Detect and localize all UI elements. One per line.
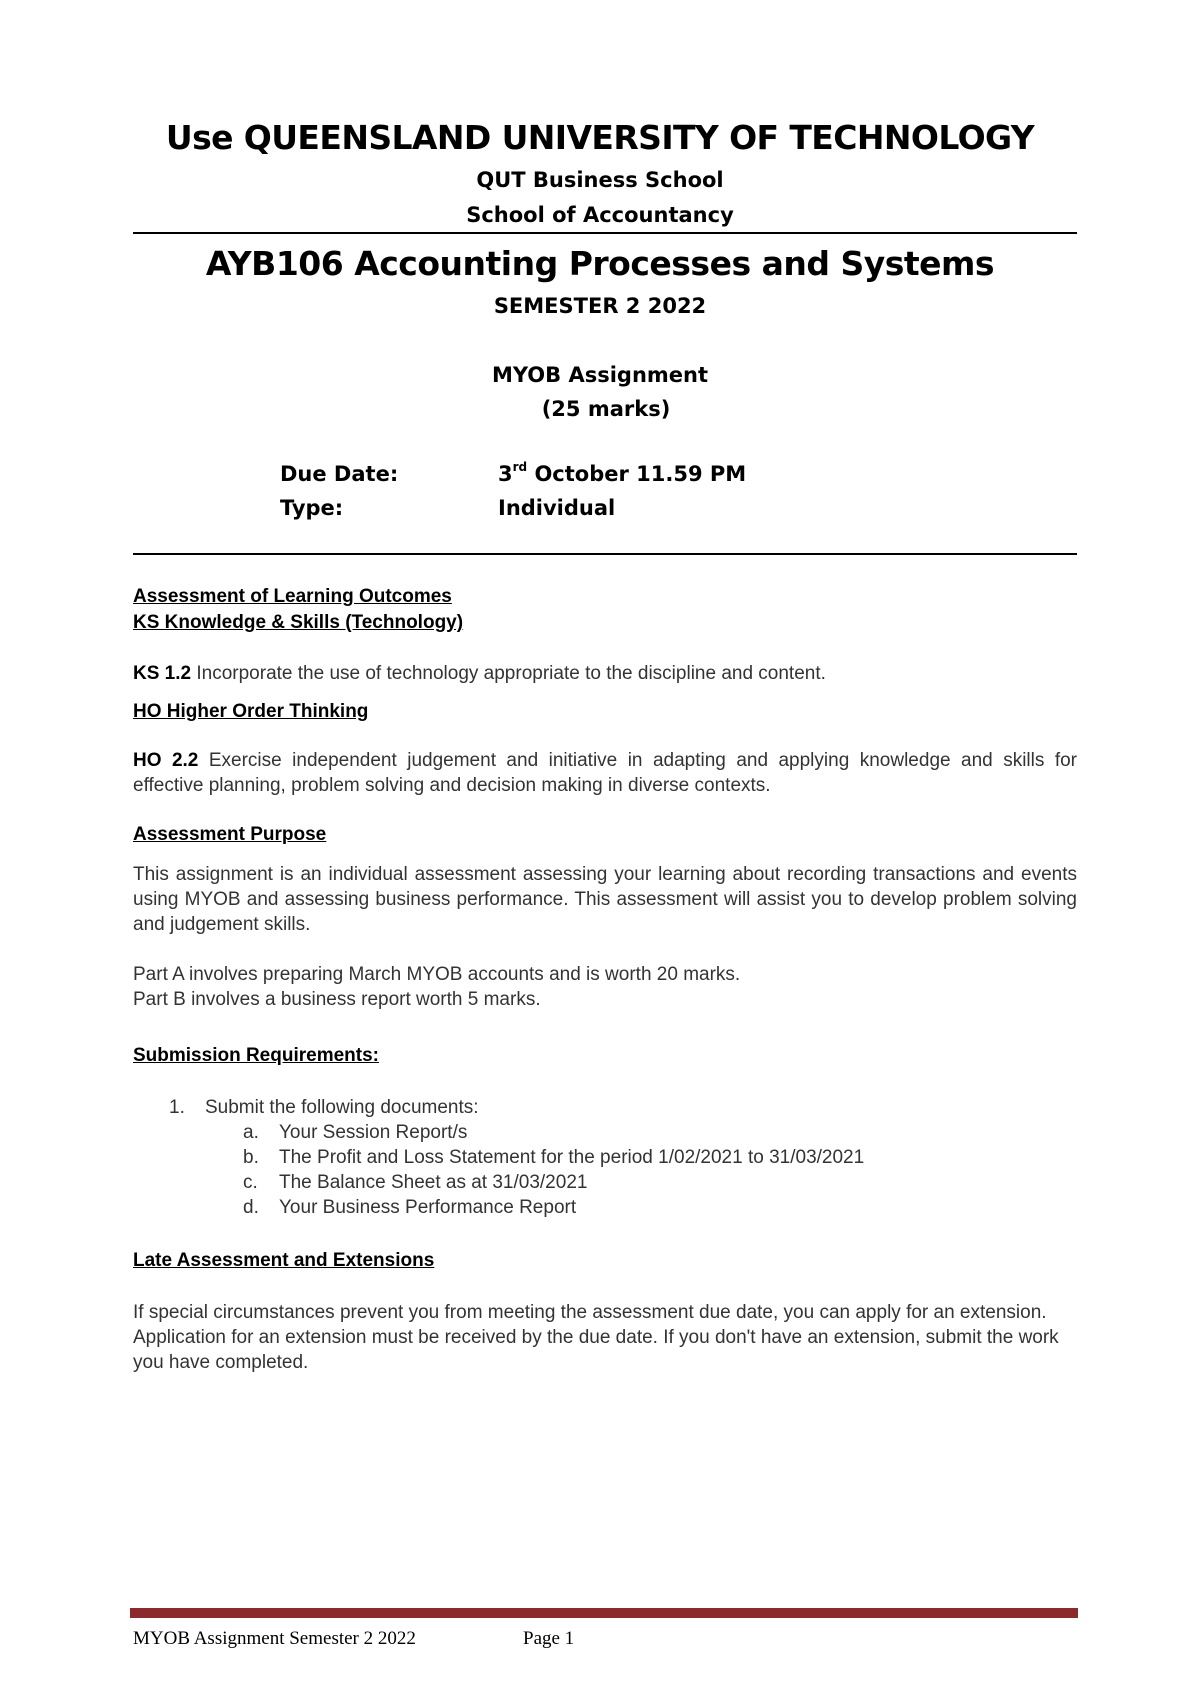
due-date-day: 3 bbox=[498, 462, 513, 486]
list-item-text: The Balance Sheet as at 31/03/2021 bbox=[279, 1172, 588, 1193]
list-number: 1. bbox=[169, 1097, 185, 1118]
purpose-heading: Assessment Purpose bbox=[133, 824, 327, 845]
late-paragraph: If special circumstances prevent you from meeting the assessment due date, you can apply for an extension. Application for an extension must be received by the due date. If you don't have an extension, submit the work you have completed. bbox=[133, 1302, 1059, 1373]
ho-text: Exercise independent judgement and initiative in adapting and applying knowledge and skills for effective planning, problem solving and decision making in diverse contexts. bbox=[133, 750, 1078, 796]
part-a-text: Part A involves preparing March MYOB accounts and is worth 20 marks. bbox=[133, 964, 741, 985]
submission-heading: Submission Requirements: bbox=[133, 1045, 379, 1066]
page-number: Page 1 bbox=[523, 1628, 575, 1649]
list-letter: b. bbox=[243, 1147, 259, 1168]
ks-heading: KS Knowledge & Skills (Technology) bbox=[133, 612, 464, 633]
due-date-row bbox=[280, 462, 746, 486]
ks-text: Incorporate the use of technology appropriate to the discipline and content. bbox=[191, 663, 826, 684]
list-item-text: Your Business Performance Report bbox=[279, 1197, 577, 1218]
list-letter: a. bbox=[243, 1122, 259, 1143]
university-title: Use QUEENSLAND UNIVERSITY OF TECHNOLOGY bbox=[165, 118, 1035, 157]
learning-outcomes-heading: Assessment of Learning Outcomes bbox=[133, 586, 452, 607]
ho-heading: HO Higher Order Thinking bbox=[133, 701, 369, 722]
business-school-name: QUT Business School bbox=[476, 168, 724, 192]
assignment-title: MYOB Assignment bbox=[491, 363, 709, 387]
footer-title: MYOB Assignment Semester 2 2022 bbox=[133, 1628, 416, 1649]
school-name: School of Accountancy bbox=[466, 203, 734, 227]
list-item-text: Your Session Report/s bbox=[279, 1122, 468, 1143]
due-date-suffix: rd bbox=[512, 460, 528, 474]
late-heading: Late Assessment and Extensions bbox=[133, 1250, 435, 1271]
list-item-text: The Profit and Loss Statement for the period 1/02/2021 to 31/03/2021 bbox=[279, 1147, 865, 1168]
list-letter: d. bbox=[243, 1197, 259, 1218]
section-divider bbox=[133, 553, 1077, 555]
assignment-marks: (25 marks) bbox=[541, 397, 671, 421]
footer-bar bbox=[130, 1608, 1078, 1618]
course-title: AYB106 Accounting Processes and Systems bbox=[205, 244, 995, 283]
ks-outcome bbox=[133, 661, 1077, 686]
purpose-paragraph: This assignment is an individual assessment assessing your learning about recording transactions and events using MYOB and assessing business performance. This assessment will assist you to develop problem solving and judgement skills. bbox=[133, 864, 1077, 935]
due-date-label: Due Date: bbox=[280, 462, 399, 486]
part-b-text: Part B involves a business report worth 5 marks. bbox=[133, 989, 541, 1010]
ks-code: KS 1.2 bbox=[133, 663, 192, 684]
due-date-value: October 11.59 PM bbox=[527, 462, 747, 486]
ho-outcome bbox=[133, 748, 1077, 798]
list-item: Submit the following documents: bbox=[205, 1097, 479, 1118]
list-letter: c. bbox=[243, 1172, 258, 1193]
ho-code: HO 2.2 bbox=[133, 750, 199, 771]
type-row bbox=[280, 496, 615, 520]
semester-label: SEMESTER 2 2022 bbox=[493, 294, 707, 318]
type-value: Individual bbox=[498, 496, 616, 520]
header-divider bbox=[133, 232, 1077, 234]
type-label: Type: bbox=[280, 496, 344, 520]
